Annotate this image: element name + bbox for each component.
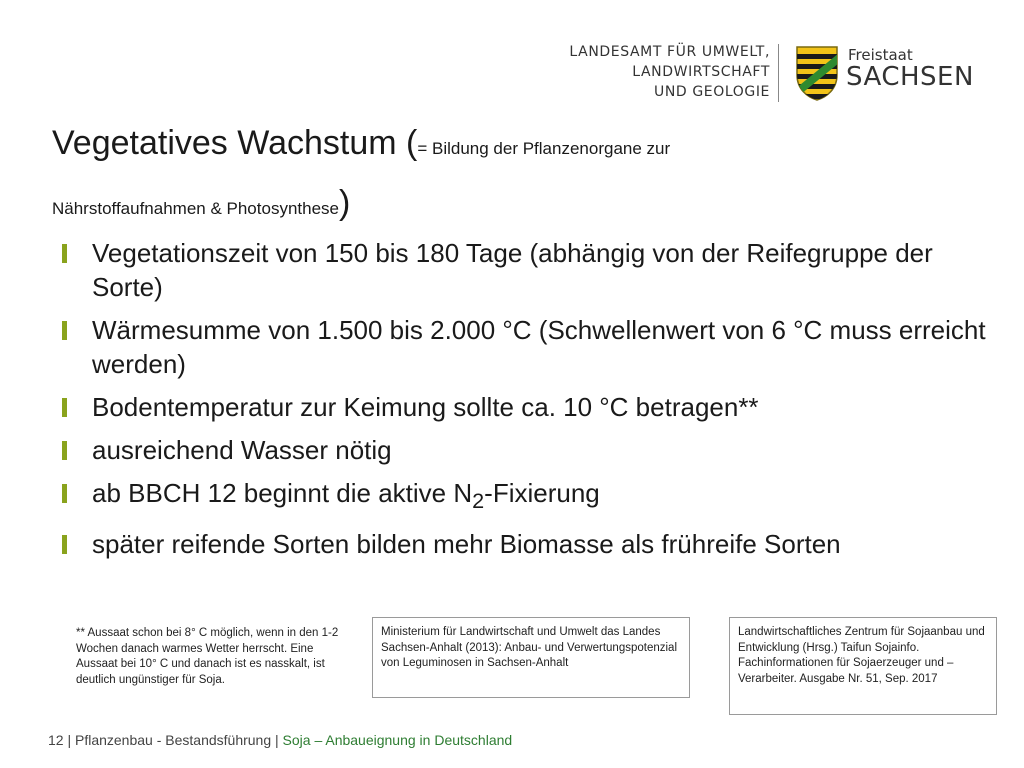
bullet-item: [62, 236, 992, 304]
footer-left: 12 | Pflanzenbau - Bestandsführung |: [48, 732, 283, 748]
agency-name: [545, 42, 770, 102]
slide-title: [52, 116, 952, 236]
footer-topic: Soja – Anbaueignung in Deutschland: [282, 732, 513, 748]
bullet-marker-icon: [62, 535, 67, 554]
title-close-paren: ): [338, 184, 351, 222]
agency-line-2: LANDWIRTSCHAFT: [632, 64, 770, 80]
title-open-paren: (: [406, 124, 418, 162]
agency-line-1: LANDESAMT FÜR UMWELT,: [569, 44, 770, 60]
bullet-marker-icon: [62, 484, 67, 503]
bullet-text: Bodentemperatur zur Keimung sollte ca. 10 °C betragen**: [92, 392, 759, 422]
bullet-item: [62, 476, 992, 518]
bullet-marker-icon: [62, 398, 67, 417]
saxony-crest-icon: [795, 45, 839, 101]
reference-box-taifun: Landwirtschaftliches Zentrum für Sojaanbau und Entwicklung (Hrsg.) Taifun Sojainfo. Fachinformationen für Sojaerzeuger und –Verarbeiter. Ausgabe Nr. 51, Sep. 2017: [729, 617, 997, 715]
bullet-marker-icon: [62, 441, 67, 460]
bullet-item: [62, 390, 992, 424]
bullet-item: [62, 527, 992, 561]
bullet-text-after: -Fixierung: [484, 478, 600, 508]
bullet-item: [62, 313, 992, 381]
agency-line-3: UND GEOLOGIE: [653, 84, 770, 100]
bullet-text: Wärmesumme von 1.500 bis 2.000 °C (Schwellenwert von 6 °C muss erreicht werden): [92, 315, 986, 379]
bullet-item: [62, 433, 992, 467]
bullet-marker-icon: [62, 244, 67, 263]
state-label-big: SACHSEN: [846, 62, 974, 92]
bullet-list: [62, 236, 992, 570]
bullet-text: später reifende Sorten bilden mehr Biomasse als frühreife Sorten: [92, 529, 841, 560]
bullet-subscript: 2: [472, 488, 485, 514]
bullet-text: Vegetationszeit von 150 bis 180 Tage (abhängig von der Reifegruppe der Sorte): [92, 238, 933, 302]
slide-footer: [48, 732, 512, 748]
state-label-small: Freistaat: [848, 46, 913, 64]
title-sub-line-1: = Bildung der Pflanzenorgane zur: [417, 139, 671, 158]
title-main: Vegetatives Wachstum: [52, 124, 407, 162]
logo-divider: [778, 44, 779, 102]
bullet-marker-icon: [62, 321, 67, 340]
bullet-text: ausreichend Wasser nötig: [92, 435, 392, 465]
bullet-text-before: ab BBCH 12 beginnt die aktive N: [92, 478, 473, 508]
title-sub-line-2: Nährstoffaufnahmen & Photosynthese: [52, 199, 339, 218]
reference-box-ministry: Ministerium für Landwirtschaft und Umwelt das Landes Sachsen-Anhalt (2013): Anbau- und Verwertungspotenzial von Leguminosen in Sachsen-Anhalt: [372, 617, 690, 698]
footnote: ** Aussaat schon bei 8° C möglich, wenn in den 1-2 Wochen danach warmes Wetter herrscht. Eine Aussaat bei 10° C und danach ist es nasskalt, ist deutlich ungünstiger für Soja.: [76, 627, 339, 686]
